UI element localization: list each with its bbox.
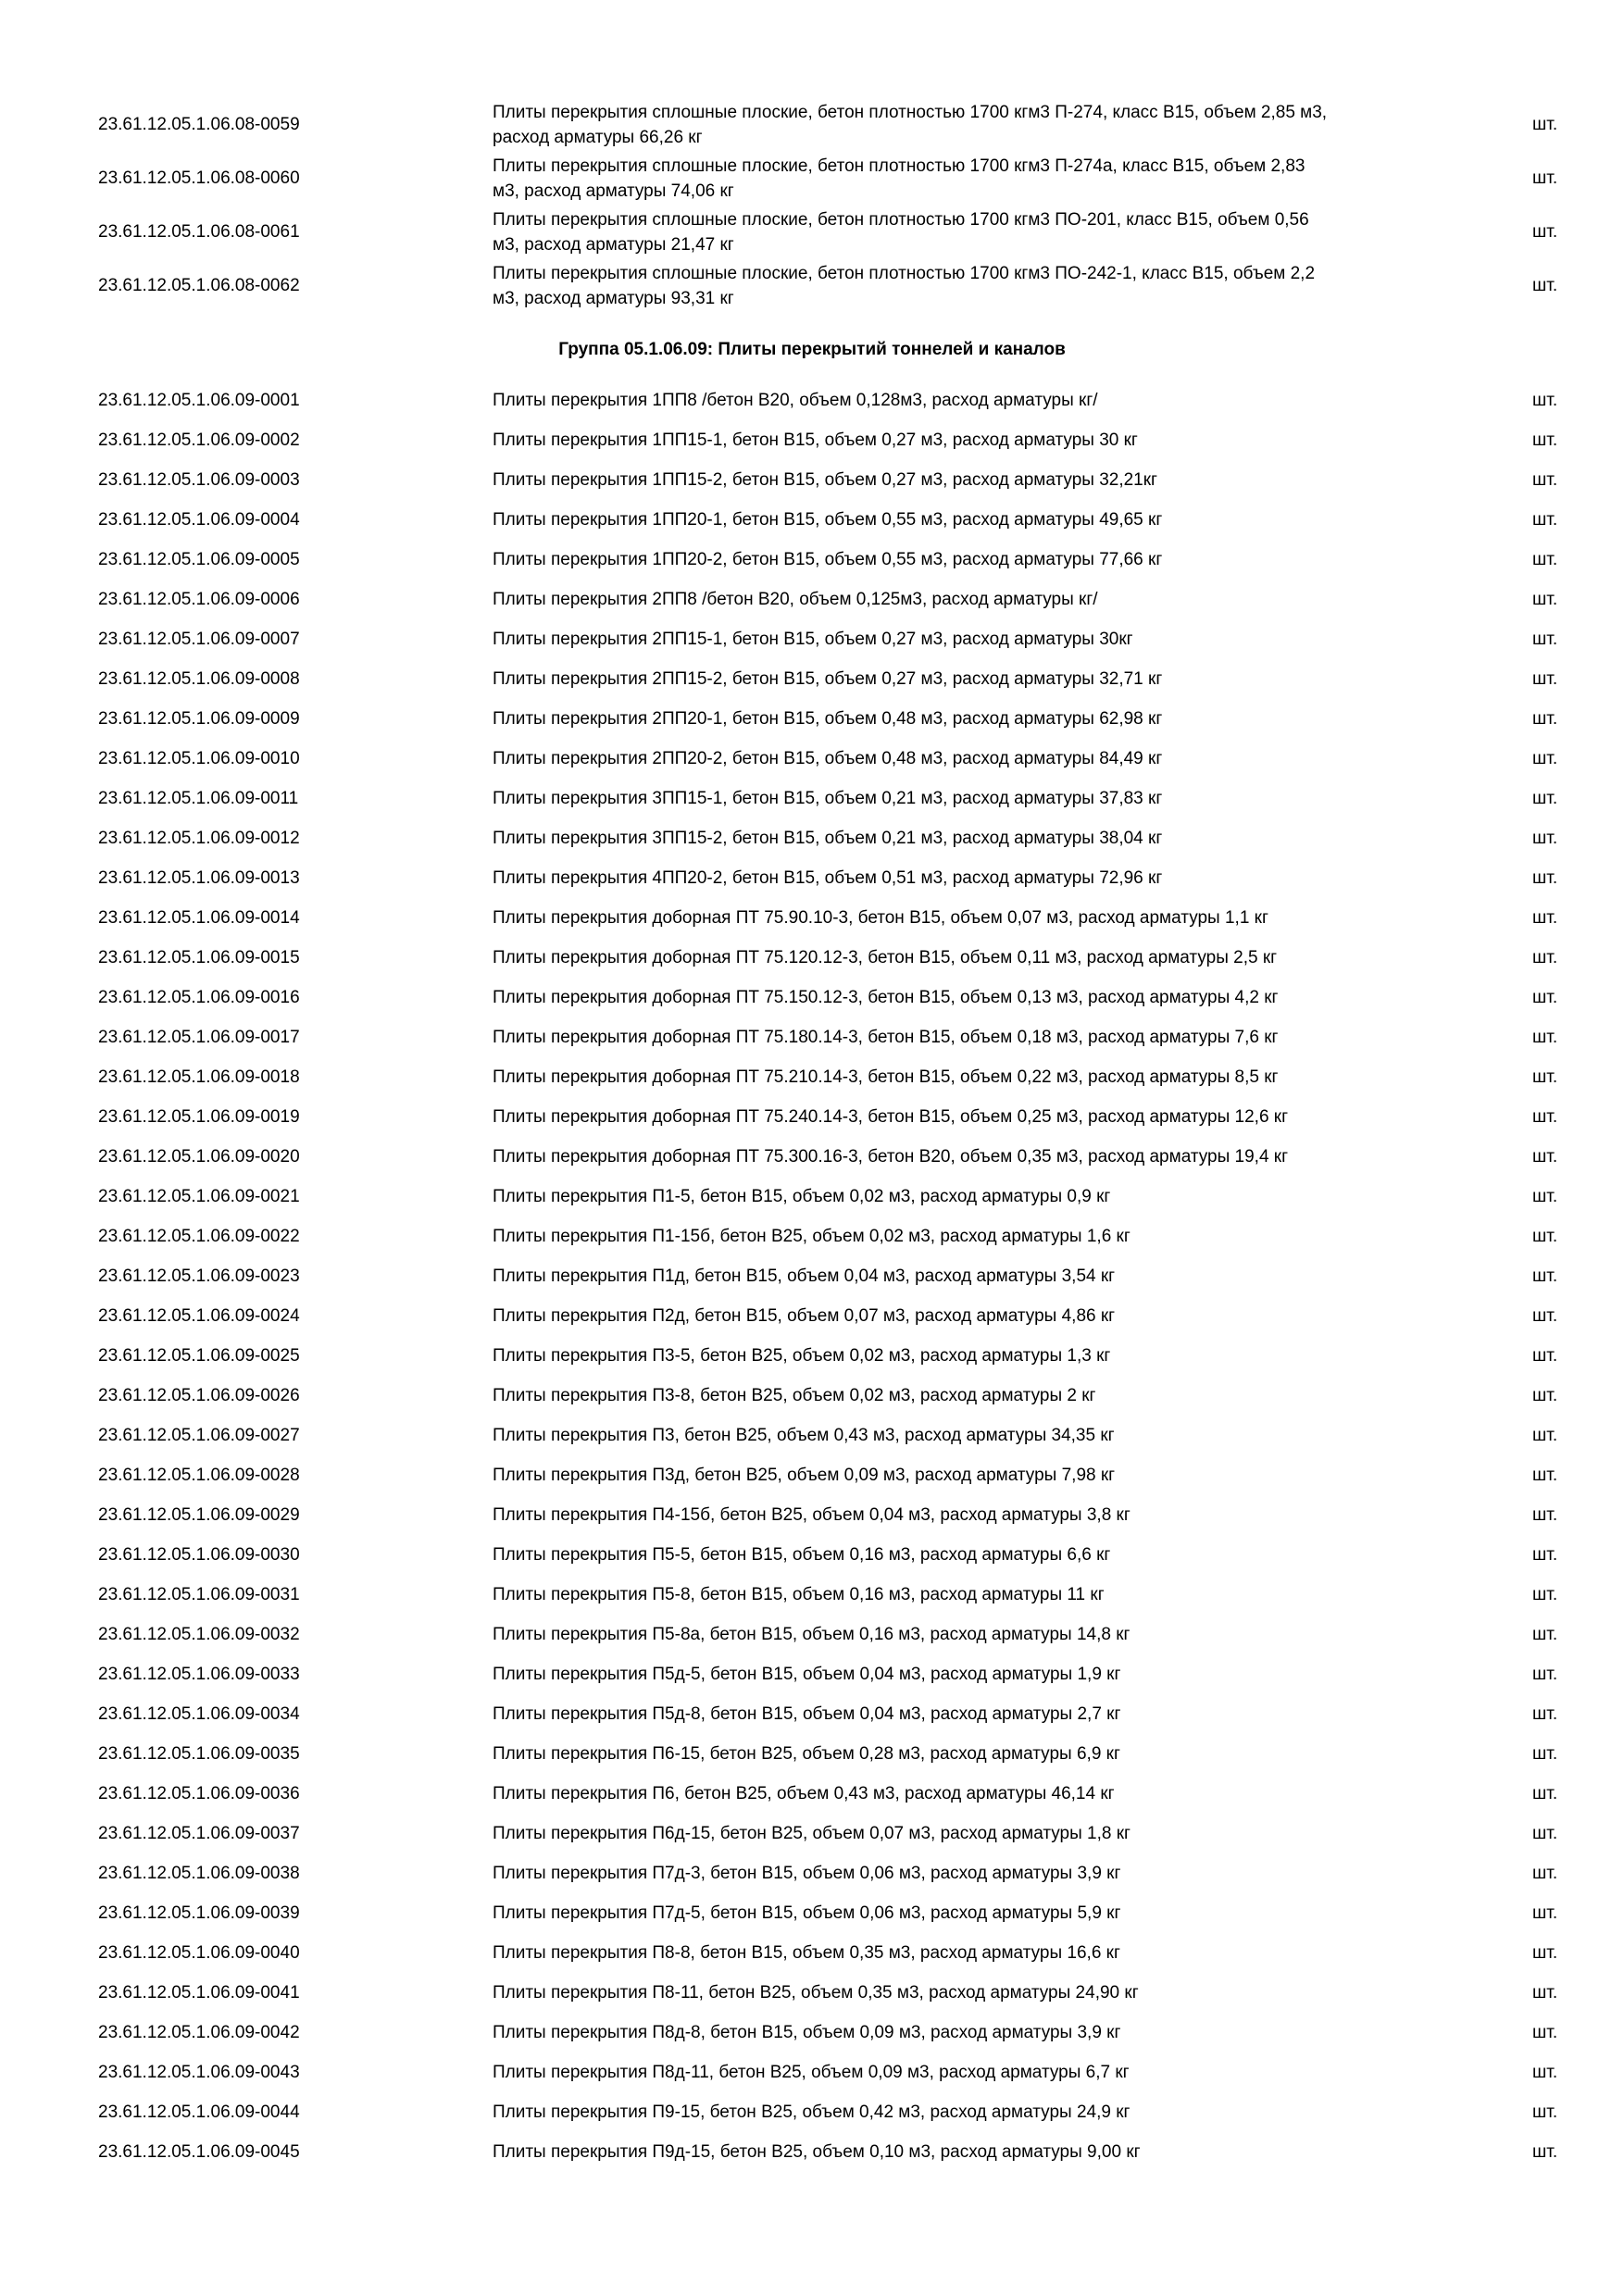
row-code: 23.61.12.05.1.06.09-0019 <box>98 1107 300 1127</box>
row-description-line: Плиты перекрытия сплошные плоские, бетон плотностью 1700 кгм3 ПО-242-1, класс В15, объем 2,2 <box>493 264 1316 283</box>
row-unit: шт. <box>1532 1227 1558 1246</box>
row-code: 23.61.12.05.1.06.09-0012 <box>98 829 300 848</box>
row-code: 23.61.12.05.1.06.09-0033 <box>98 1665 300 1684</box>
row-description: Плиты перекрытия П5д-5, бетон В15, объем 0,04 м3, расход арматуры 1,9 кг <box>493 1665 1121 1684</box>
row-unit: шт. <box>1532 1028 1558 1047</box>
row-unit: шт. <box>1532 470 1558 490</box>
row-code: 23.61.12.05.1.06.09-0009 <box>98 709 300 729</box>
row-unit: шт. <box>1532 222 1558 242</box>
row-unit: шт. <box>1532 1744 1558 1764</box>
row-code: 23.61.12.05.1.06.09-0034 <box>98 1704 300 1724</box>
row-unit: шт. <box>1532 1585 1558 1604</box>
row-description <box>493 154 1437 204</box>
row-description <box>493 100 1437 150</box>
row-code: 23.61.12.05.1.06.09-0041 <box>98 1983 300 2003</box>
row-code: 23.61.12.05.1.06.08-0061 <box>98 222 300 242</box>
row-description: Плиты перекрытия П3, бетон В25, объем 0,43 м3, расход арматуры 34,35 кг <box>493 1426 1115 1445</box>
row-description: Плиты перекрытия 1ПП20-1, бетон В15, объем 0,55 м3, расход арматуры 49,65 кг <box>493 510 1163 530</box>
row-code: 23.61.12.05.1.06.09-0043 <box>98 2063 300 2082</box>
row-code: 23.61.12.05.1.06.08-0059 <box>98 115 300 134</box>
row-description: Плиты перекрытия доборная ПТ 75.300.16-3, бетон В20, объем 0,35 м3, расход арматуры 19,4 кг <box>493 1147 1289 1167</box>
row-code: 23.61.12.05.1.06.09-0006 <box>98 590 300 609</box>
row-description: Плиты перекрытия П3д, бетон В25, объем 0,09 м3, расход арматуры 7,98 кг <box>493 1466 1116 1485</box>
row-code: 23.61.12.05.1.06.09-0014 <box>98 908 300 928</box>
row-code: 23.61.12.05.1.06.09-0017 <box>98 1028 300 1047</box>
row-description: Плиты перекрытия доборная ПТ 75.90.10-3, бетон В15, объем 0,07 м3, расход арматуры 1,1 кг <box>493 908 1268 928</box>
row-description: Плиты перекрытия 2ПП15-2, бетон В15, объем 0,27 м3, расход арматуры 32,71 кг <box>493 669 1163 689</box>
row-description: Плиты перекрытия П9д-15, бетон В25, объем 0,10 м3, расход арматуры 9,00 кг <box>493 2142 1141 2162</box>
row-description: Плиты перекрытия П8д-11, бетон В25, объем 0,09 м3, расход арматуры 6,7 кг <box>493 2063 1130 2082</box>
row-description: Плиты перекрытия П6-15, бетон В25, объем 0,28 м3, расход арматуры 6,9 кг <box>493 1744 1120 1764</box>
row-code: 23.61.12.05.1.06.09-0027 <box>98 1426 300 1445</box>
row-description: Плиты перекрытия П1д, бетон В15, объем 0,04 м3, расход арматуры 3,54 кг <box>493 1267 1116 1286</box>
row-unit: шт. <box>1532 868 1558 888</box>
row-unit: шт. <box>1532 1267 1558 1286</box>
row-unit: шт. <box>1532 2103 1558 2122</box>
row-description: Плиты перекрытия 3ПП15-1, бетон В15, объем 0,21 м3, расход арматуры 37,83 кг <box>493 789 1163 808</box>
row-code: 23.61.12.05.1.06.09-0002 <box>98 430 300 450</box>
row-description: Плиты перекрытия П3-5, бетон В25, объем 0,02 м3, расход арматуры 1,3 кг <box>493 1346 1111 1366</box>
row-code: 23.61.12.05.1.06.09-0031 <box>98 1585 300 1604</box>
row-code: 23.61.12.05.1.06.09-0005 <box>98 550 300 569</box>
row-description: Плиты перекрытия доборная ПТ 75.240.14-3, бетон В15, объем 0,25 м3, расход арматуры 12,6 кг <box>493 1107 1289 1127</box>
row-unit: шт. <box>1532 1067 1558 1087</box>
row-code: 23.61.12.05.1.06.08-0062 <box>98 276 300 295</box>
row-code: 23.61.12.05.1.06.09-0030 <box>98 1545 300 1565</box>
row-description: Плиты перекрытия П9-15, бетон В25, объем 0,42 м3, расход арматуры 24,9 кг <box>493 2103 1131 2122</box>
row-unit: шт. <box>1532 908 1558 928</box>
row-unit: шт. <box>1532 430 1558 450</box>
row-code: 23.61.12.05.1.06.09-0032 <box>98 1625 300 1644</box>
row-description: Плиты перекрытия П2д, бетон В15, объем 0,07 м3, расход арматуры 4,86 кг <box>493 1306 1116 1326</box>
row-description: Плиты перекрытия доборная ПТ 75.180.14-3, бетон В15, объем 0,18 м3, расход арматуры 7,6 кг <box>493 1028 1279 1047</box>
row-description: Плиты перекрытия 4ПП20-2, бетон В15, объем 0,51 м3, расход арматуры 72,96 кг <box>493 868 1163 888</box>
row-code: 23.61.12.05.1.06.09-0035 <box>98 1744 300 1764</box>
row-description: Плиты перекрытия 2ПП20-2, бетон В15, объем 0,48 м3, расход арматуры 84,49 кг <box>493 749 1163 768</box>
row-code: 23.61.12.05.1.06.09-0025 <box>98 1346 300 1366</box>
row-unit: шт. <box>1532 630 1558 649</box>
row-description: Плиты перекрытия П4-15б, бетон В25, объем 0,04 м3, расход арматуры 3,8 кг <box>493 1505 1131 1525</box>
row-unit: шт. <box>1532 391 1558 410</box>
row-description: Плиты перекрытия 2ПП20-1, бетон В15, объем 0,48 м3, расход арматуры 62,98 кг <box>493 709 1163 729</box>
row-unit: шт. <box>1532 1346 1558 1366</box>
row-code: 23.61.12.05.1.06.09-0018 <box>98 1067 300 1087</box>
row-unit: шт. <box>1532 829 1558 848</box>
row-unit: шт. <box>1532 1784 1558 1803</box>
row-unit: шт. <box>1532 2063 1558 2082</box>
row-description: Плиты перекрытия 2ПП15-1, бетон В15, объем 0,27 м3, расход арматуры 30кг <box>493 630 1133 649</box>
row-unit: шт. <box>1532 1147 1558 1167</box>
row-unit: шт. <box>1532 510 1558 530</box>
row-unit: шт. <box>1532 168 1558 188</box>
row-description <box>493 261 1437 311</box>
row-description: Плиты перекрытия доборная ПТ 75.120.12-3, бетон В15, объем 0,11 м3, расход арматуры 2,5 кг <box>493 948 1278 967</box>
row-description: Плиты перекрытия П5д-8, бетон В15, объем 0,04 м3, расход арматуры 2,7 кг <box>493 1704 1121 1724</box>
row-unit: шт. <box>1532 1466 1558 1485</box>
row-unit: шт. <box>1532 1505 1558 1525</box>
row-description: Плиты перекрытия 1ПП20-2, бетон В15, объем 0,55 м3, расход арматуры 77,66 кг <box>493 550 1163 569</box>
row-unit: шт. <box>1532 1426 1558 1445</box>
row-unit: шт. <box>1532 550 1558 569</box>
row-unit: шт. <box>1532 1107 1558 1127</box>
row-code: 23.61.12.05.1.06.09-0022 <box>98 1227 300 1246</box>
row-code: 23.61.12.05.1.06.09-0001 <box>98 391 300 410</box>
row-unit: шт. <box>1532 709 1558 729</box>
row-code: 23.61.12.05.1.06.09-0040 <box>98 1943 300 1963</box>
row-description: Плиты перекрытия П6д-15, бетон В25, объем 0,07 м3, расход арматуры 1,8 кг <box>493 1824 1131 1843</box>
row-unit: шт. <box>1532 1943 1558 1963</box>
row-description-line: Плиты перекрытия сплошные плоские, бетон плотностью 1700 кгм3 П-274а, класс В15, объем 2,83 <box>493 156 1305 176</box>
row-description: Плиты перекрытия 1ПП15-1, бетон В15, объем 0,27 м3, расход арматуры 30 кг <box>493 430 1138 450</box>
row-description: Плиты перекрытия П7д-5, бетон В15, объем 0,06 м3, расход арматуры 5,9 кг <box>493 1903 1121 1923</box>
row-code: 23.61.12.05.1.06.09-0026 <box>98 1386 300 1405</box>
row-code: 23.61.12.05.1.06.09-0024 <box>98 1306 300 1326</box>
row-unit: шт. <box>1532 1824 1558 1843</box>
row-unit: шт. <box>1532 276 1558 295</box>
row-code: 23.61.12.05.1.06.09-0007 <box>98 630 300 649</box>
row-code: 23.61.12.05.1.06.09-0004 <box>98 510 300 530</box>
row-description: Плиты перекрытия 3ПП15-2, бетон В15, объем 0,21 м3, расход арматуры 38,04 кг <box>493 829 1163 848</box>
row-description: Плиты перекрытия П8д-8, бетон В15, объем 0,09 м3, расход арматуры 3,9 кг <box>493 2023 1121 2042</box>
row-unit: шт. <box>1532 948 1558 967</box>
row-unit: шт. <box>1532 749 1558 768</box>
row-code: 23.61.12.05.1.06.09-0003 <box>98 470 300 490</box>
row-code: 23.61.12.05.1.06.09-0042 <box>98 2023 300 2042</box>
row-unit: шт. <box>1532 1665 1558 1684</box>
row-description-line: м3, расход арматуры 74,06 кг <box>493 181 734 201</box>
row-code: 23.61.12.05.1.06.09-0037 <box>98 1824 300 1843</box>
row-description-line: расход арматуры 66,26 кг <box>493 128 703 147</box>
row-unit: шт. <box>1532 1625 1558 1644</box>
row-description: Плиты перекрытия П8-11, бетон В25, объем 0,35 м3, расход арматуры 24,90 кг <box>493 1983 1139 2003</box>
row-unit: шт. <box>1532 1545 1558 1565</box>
row-code: 23.61.12.05.1.06.09-0016 <box>98 988 300 1007</box>
row-unit: шт. <box>1532 1983 1558 2003</box>
row-code: 23.61.12.05.1.06.09-0013 <box>98 868 300 888</box>
row-code: 23.61.12.05.1.06.09-0036 <box>98 1784 300 1803</box>
row-unit: шт. <box>1532 2142 1558 2162</box>
row-code: 23.61.12.05.1.06.09-0039 <box>98 1903 300 1923</box>
row-description: Плиты перекрытия П5-8, бетон В15, объем 0,16 м3, расход арматуры 11 кг <box>493 1585 1105 1604</box>
row-unit: шт. <box>1532 1864 1558 1883</box>
row-code: 23.61.12.05.1.06.09-0038 <box>98 1864 300 1883</box>
row-unit: шт. <box>1532 1903 1558 1923</box>
row-unit: шт. <box>1532 669 1558 689</box>
row-code: 23.61.12.05.1.06.09-0045 <box>98 2142 300 2162</box>
row-code: 23.61.12.05.1.06.09-0011 <box>98 789 299 808</box>
row-description: Плиты перекрытия 2ПП8 /бетон В20, объем 0,125м3, расход арматуры кг/ <box>493 590 1098 609</box>
row-description: Плиты перекрытия П8-8, бетон В15, объем 0,35 м3, расход арматуры 16,6 кг <box>493 1943 1120 1963</box>
row-description-line: м3, расход арматуры 21,47 кг <box>493 235 734 255</box>
row-description: Плиты перекрытия доборная ПТ 75.150.12-3, бетон В15, объем 0,13 м3, расход арматуры 4,2 кг <box>493 988 1279 1007</box>
group-heading: Группа 05.1.06.09: Плиты перекрытий тоннелей и каналов <box>558 340 1066 359</box>
row-code: 23.61.12.05.1.06.09-0020 <box>98 1147 300 1167</box>
row-code: 23.61.12.05.1.06.09-0008 <box>98 669 300 689</box>
row-unit: шт. <box>1532 1306 1558 1326</box>
row-description: Плиты перекрытия П6, бетон В25, объем 0,43 м3, расход арматуры 46,14 кг <box>493 1784 1115 1803</box>
row-code: 23.61.12.05.1.06.09-0028 <box>98 1466 300 1485</box>
row-description-line: Плиты перекрытия сплошные плоские, бетон плотностью 1700 кгм3 ПО-201, класс В15, объем 0,56 <box>493 210 1309 230</box>
row-unit: шт. <box>1532 2023 1558 2042</box>
row-unit: шт. <box>1532 590 1558 609</box>
row-description-line: м3, расход арматуры 93,31 кг <box>493 289 734 308</box>
row-description: Плиты перекрытия П5-5, бетон В15, объем 0,16 м3, расход арматуры 6,6 кг <box>493 1545 1111 1565</box>
row-description: Плиты перекрытия доборная ПТ 75.210.14-3, бетон В15, объем 0,22 м3, расход арматуры 8,5 кг <box>493 1067 1279 1087</box>
row-unit: шт. <box>1532 789 1558 808</box>
row-code: 23.61.12.05.1.06.09-0015 <box>98 948 300 967</box>
row-description: Плиты перекрытия П7д-3, бетон В15, объем 0,06 м3, расход арматуры 3,9 кг <box>493 1864 1121 1883</box>
row-unit: шт. <box>1532 1704 1558 1724</box>
row-code: 23.61.12.05.1.06.09-0010 <box>98 749 300 768</box>
row-code: 23.61.12.05.1.06.09-0023 <box>98 1267 300 1286</box>
row-code: 23.61.12.05.1.06.08-0060 <box>98 168 300 188</box>
row-description <box>493 207 1437 257</box>
row-unit: шт. <box>1532 1386 1558 1405</box>
row-code: 23.61.12.05.1.06.09-0044 <box>98 2103 300 2122</box>
row-code: 23.61.12.05.1.06.09-0021 <box>98 1187 300 1206</box>
row-description: Плиты перекрытия П1-5, бетон В15, объем 0,02 м3, расход арматуры 0,9 кг <box>493 1187 1111 1206</box>
row-description: Плиты перекрытия 1ПП8 /бетон В20, объем 0,128м3, расход арматуры кг/ <box>493 391 1098 410</box>
row-description: Плиты перекрытия П3-8, бетон В25, объем 0,02 м3, расход арматуры 2 кг <box>493 1386 1096 1405</box>
row-unit: шт. <box>1532 988 1558 1007</box>
row-code: 23.61.12.05.1.06.09-0029 <box>98 1505 300 1525</box>
row-unit: шт. <box>1532 1187 1558 1206</box>
row-description: Плиты перекрытия П1-15б, бетон В25, объем 0,02 м3, расход арматуры 1,6 кг <box>493 1227 1131 1246</box>
row-description: Плиты перекрытия 1ПП15-2, бетон В15, объем 0,27 м3, расход арматуры 32,21кг <box>493 470 1157 490</box>
row-unit: шт. <box>1532 115 1558 134</box>
row-description-line: Плиты перекрытия сплошные плоские, бетон плотностью 1700 кгм3 П-274, класс В15, объем 2,85 м3, <box>493 103 1328 122</box>
row-description: Плиты перекрытия П5-8а, бетон В15, объем 0,16 м3, расход арматуры 14,8 кг <box>493 1625 1131 1644</box>
